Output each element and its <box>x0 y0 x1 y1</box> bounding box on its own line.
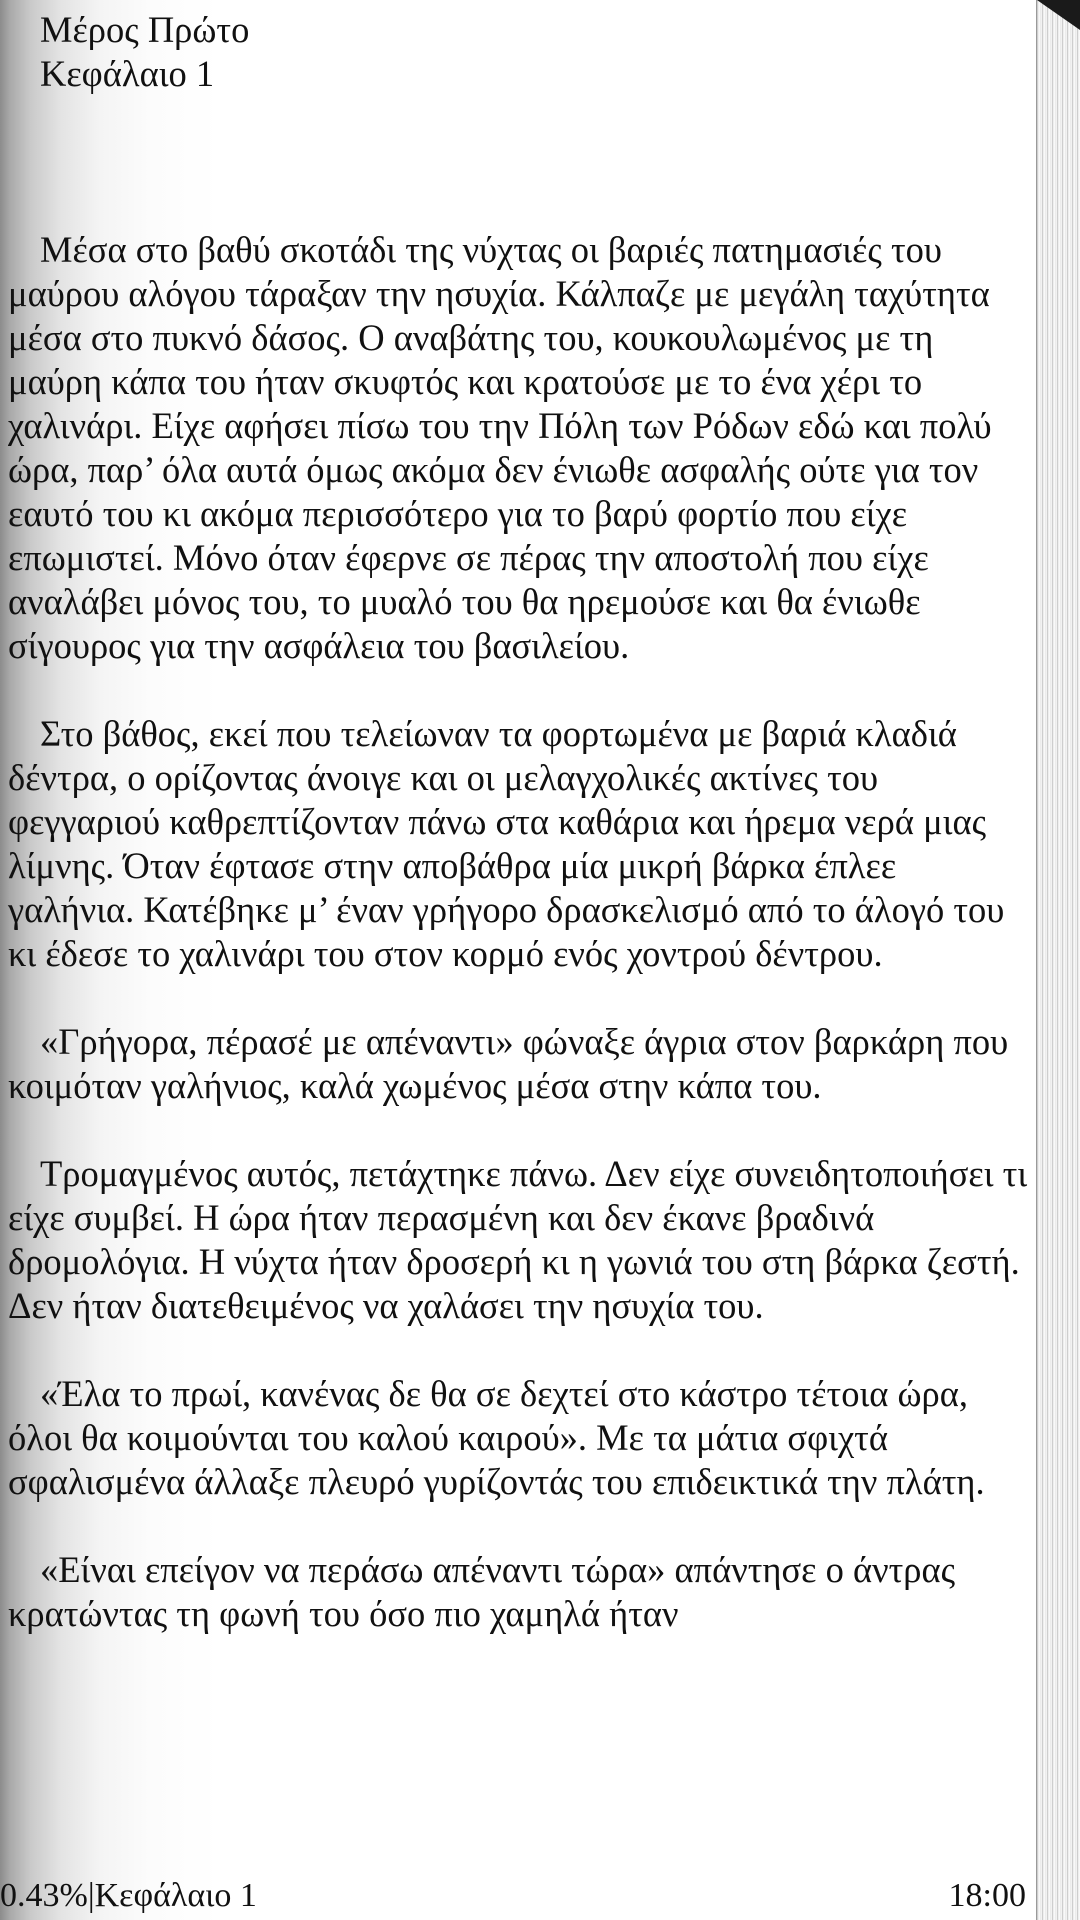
paragraph: «Γρήγορα, πέρασέ με απέναντι» φώναξε άγρια στον βαρκάρη που κοιμόταν γαλήνιος, καλά χωμένος μέσα στην κάπα του. <box>8 1021 1009 1106</box>
page-curl-corner[interactable] <box>1037 0 1080 30</box>
paragraph: Μέσα στο βαθύ σκοτάδι της νύχτας οι βαριές πατημασιές του μαύρου αλόγου τάραξαν την ησυχία. Κάλπαζε με μεγάλη ταχύτητα μέσα στο πυκνό δάσος. Ο αναβάτης του, κουκουλωμένος με τη μαύρη κάπα του ήταν σκυφτός και κρατούσε με το ένα χέρι το χαλινάρι. Είχε αφήσει πίσω του την Πόλη των Ρόδων εδώ και πολύ ώρα, παρ’ όλα αυτά όμως ακόμα δεν ένιωθε ασφαλής ούτε για τον εαυτό του κι ακόμα περισσότερο για το βαρύ φορτίο που είχε επωμιστεί. Μόνο όταν έφερνε σε πέρας την αποστολή που είχε αναλάβει μόνος του, το μυαλό του θα ηρεμούσε και θα ένιωθε σίγουρος για την ασφάλεια του βασιλείου. <box>8 229 992 666</box>
page-stack-edge[interactable] <box>1036 0 1080 1920</box>
clock: 18:00 <box>948 1877 1026 1914</box>
paragraph: Στο βάθος, εκεί που τελείωναν τα φορτωμένα με βαριά κλαδιά δέντρα, ο ορίζοντας άνοιγε και οι μελαγχολικές ακτίνες του φεγγαριού καθρεπτίζονταν πάνω στα καθάρια και ήρεμα νερά μιας λίμνης. Όταν έφτασε στην αποβάθρα μία μικρή βάρκα έπλεε γαλήνια. Κατέβηκε μ’ έναν γρήγορο δρασκελισμό από το άλογό του κι έδεσε το χαλινάρι του στον κορμό ενός χοντρού δέντρου. <box>8 713 1005 974</box>
reading-progress: 0.43%|Κεφάλαιο 1 <box>0 1877 257 1914</box>
paragraph: Τρομαγμένος αυτός, πετάχτηκε πάνω. Δεν είχε συνειδητοποιήσει τι είχε συμβεί. Η ώρα ήταν περασμένη και δεν έκανε βραδινά δρομολόγια. Η νύχτα ήταν δροσερή κι η γωνιά του στη βάρκα ζεστή. Δεν ήταν διατεθειμένος να χαλάσει την ησυχία του. <box>8 1153 1028 1326</box>
reader-text-area[interactable] <box>8 8 1028 1680</box>
paragraph: «Έλα το πρωί, κανένας δε θα σε δεχτεί στο κάστρο τέτοια ώρα, όλοι θα κοιμούνται του καλού καιρού». Με τα μάτια σφιχτά σφαλισμένα άλλαξε πλευρό γυρίζοντάς του επιδεικτικά την πλάτη. <box>8 1373 985 1502</box>
paragraph: «Είναι επείγον να περάσω απέναντι τώρα» απάντησε ο άντρας κρατώντας τη φωνή του όσο πιο χαμηλά ήταν <box>8 1549 956 1634</box>
part-title: Μέρος Πρώτο <box>40 9 250 50</box>
chapter-title: Κεφάλαιο 1 <box>40 53 215 94</box>
status-footer <box>0 1874 1026 1918</box>
chapter-body <box>8 228 1028 1636</box>
